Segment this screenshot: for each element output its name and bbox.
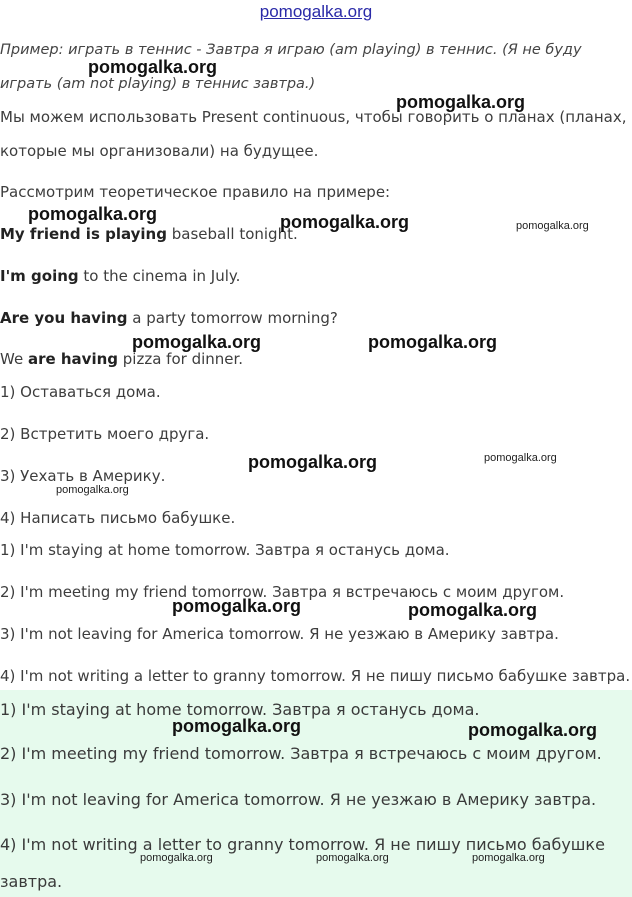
task-item: 2) Встретить моего друга.	[0, 425, 210, 443]
description-line-2: которые мы организовали) на будущее.	[0, 142, 319, 160]
watermark: pomogalka.org	[88, 57, 218, 77]
watermark: pomogalka.org	[472, 852, 545, 864]
task-item: 3) Уехать в Америку.	[0, 467, 166, 485]
example-line-2: играть (am not playing) в теннис завтра.)	[0, 76, 316, 92]
task-item: 4) Написать письмо бабушке.	[0, 509, 236, 527]
task-item: 1) Оставаться дома.	[0, 383, 161, 401]
watermark: pomogalka.org	[316, 852, 389, 864]
watermark: pomogalka.org	[28, 204, 158, 224]
watermark: pomogalka.org	[484, 452, 557, 464]
watermark: pomogalka.org	[516, 220, 589, 232]
answer-item: 4) I'm not writing a letter to granny tomorrow. Я не пишу письмо бабушке	[0, 835, 605, 854]
watermark: pomogalka.org	[468, 720, 598, 740]
example-sentence: We are having pizza for dinner.	[0, 350, 244, 368]
watermark: pomogalka.org	[132, 332, 262, 352]
watermark: pomogalka.org	[140, 852, 213, 864]
example-sentence: Are you having a party tomorrow morning?	[0, 309, 338, 327]
example-sentence: I'm going to the cinema in July.	[0, 267, 241, 285]
watermark: pomogalka.org	[368, 332, 498, 352]
watermark: pomogalka.org	[408, 600, 538, 620]
site-header-watermark: pomogalka.org	[259, 2, 373, 21]
answer-item: 1) I'm staying at home tomorrow. Завтра я останусь дома.	[0, 700, 480, 719]
rule-heading: Рассмотрим теоретическое правило на примере:	[0, 183, 391, 201]
sentence-item: 3) I'm not leaving for America tomorrow. Я не уезжаю в Америку завтра.	[0, 625, 559, 643]
answer-item: 2) I'm meeting my friend tomorrow. Завтра я встречаюсь с моим другом.	[0, 744, 602, 763]
sentence-item: 1) I'm staying at home tomorrow. Завтра я останусь дома.	[0, 541, 450, 559]
watermark: pomogalka.org	[248, 452, 378, 472]
example-sentence: My friend is playing baseball tonight.	[0, 225, 298, 243]
watermark: pomogalka.org	[280, 212, 410, 232]
answer-item: 3) I'm not leaving for America tomorrow. Я не уезжаю в Америку завтра.	[0, 790, 597, 809]
watermark: pomogalka.org	[396, 92, 526, 112]
watermark: pomogalka.org	[56, 484, 129, 496]
description-line-1: Мы можем использовать Present continuous, чтобы говорить о планах (планах,	[0, 108, 627, 126]
sentence-item: 4) I'm not writing a letter to granny tomorrow. Я не пишу письмо бабушке завтра.	[0, 667, 631, 685]
answer-item-continuation: завтра.	[0, 872, 63, 891]
example-line-1: Пример: играть в теннис - Завтра я играю (am playing) в теннис. (Я не буду	[0, 42, 582, 58]
watermark: pomogalka.org	[172, 596, 302, 616]
watermark: pomogalka.org	[172, 716, 302, 736]
sentence-item: 2) I'm meeting my friend tomorrow. Завтра я встречаюсь с моим другом.	[0, 583, 565, 601]
